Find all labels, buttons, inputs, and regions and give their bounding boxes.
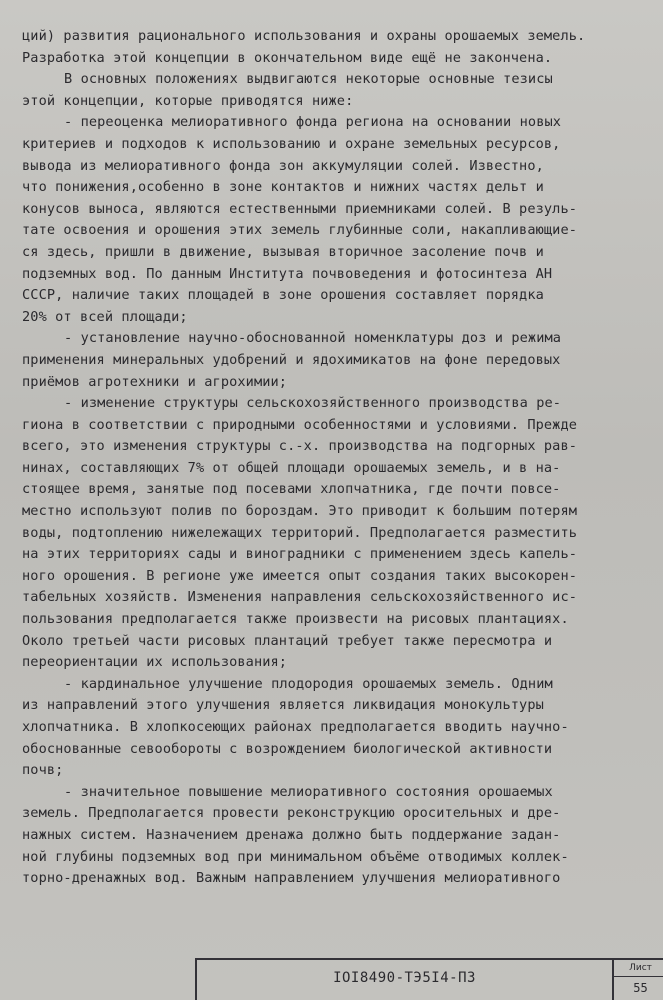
text-line: переориентации их использования; [22,654,288,671]
text-line: конусов выноса, являются естественными приемниками солей. В резуль- [22,200,578,217]
text-line: применения минеральных удобрений и ядохимикатов на фоне передовых [22,351,561,368]
text-line: табельных хозяйств. Изменения направления сельскохозяйственного ис- [22,589,578,606]
text-line: обоснованные севообороты с возрождением биологической активности [22,740,553,757]
text-line: что понижения,особенно в зоне контактов и нижних частях дельт и [22,179,544,196]
text-line: ся здесь, пришли в движение, вызывая вторичное засоление почв и [22,243,544,260]
text-line: местно используют полив по бороздам. Это приводит к большим потерям [22,503,578,520]
text-line: критериев и подходов к использованию и охране земельных ресурсов, [22,135,561,152]
text-line: - кардинальное улучшение плодородия орошаемых земель. Одним [64,675,553,692]
text-line: тате освоения и орошения этих земель глубинные соли, накапливающие- [22,222,578,239]
text-line: ций) развития рационального использования и охраны орошаемых земель. [22,28,586,44]
text-line: всего, это изменения структуры с.-х. производства на подгорных рав- [22,438,578,455]
text-line: нинах, составляющих 7% от общей площади орошаемых земель, и в на- [22,459,561,476]
sheet-label: Лист [614,960,663,977]
text-line: почв; [22,762,64,779]
text-line: воды, подтоплению нижележащих территорий. Предполагается разместить [22,524,578,541]
text-line: - значительное повышение мелиоративного состояния орошаемых [64,783,553,800]
text-line: - переоценка мелиоративного фонда региона на основании новых [64,114,562,131]
text-line: гиона в соответствии с природными особенностями и условиями. Прежде [22,416,578,433]
text-line: из направлений этого улучшения является ликвидация монокультуры [22,697,544,714]
text-line: - изменение структуры сельскохозяйственного производства ре- [64,395,562,412]
document-code: IOI8490-ТЭ5I4-ПЗ [333,970,476,986]
text-line: земель. Предполагается провести реконструкцию оросительных и дре- [22,805,561,822]
text-line: нажных систем. Назначением дренажа должно быть поддержание задан- [22,826,561,843]
text-line: Около третьей части рисовых плантаций требует также пересмотра и [22,632,553,649]
text-line: Разработка этой концепции в окончательном виде ещё не закончена. [22,49,553,66]
title-block-stamp [195,958,663,1000]
text-line: пользования предполагается также произвести на рисовых плантациях. [22,611,569,628]
text-line: подземных вод. По данным Института почвоведения и фотосинтеза АН [22,265,553,282]
text-line: 20% от всей площади; [22,308,188,325]
body-text [22,26,647,890]
text-line: СССР, наличие таких площадей в зоне орошения составляет порядка [22,287,544,304]
text-line: В основных положениях выдвигаются некоторые основные тезисы [64,71,553,88]
text-line: ной глубины подземных вод при минимальном объёме отводимых коллек- [22,848,569,865]
text-line: приёмов агротехники и агрохимии; [22,373,288,390]
text-line: на этих территориях сады и виноградники с применением здесь капель- [22,546,578,563]
sheet-cell [612,960,663,1000]
text-line: хлопчатника. В хлопкосеющих районах предполагается вводить научно- [22,719,569,735]
text-line: вывода из мелиоративного фонда зон аккумуляции солей. Известно, [22,157,544,174]
text-line: ного орошения. В регионе уже имеется опыт создания таких высокорен- [22,567,578,584]
text-line: торно-дренажных вод. Важным направлением улучшения мелиоративного [22,870,561,887]
sheet-number: 55 [633,981,648,995]
text-line: стоящее время, занятые под посевами хлопчатника, где почти повсе- [22,481,561,498]
text-line: - установление научно-обоснованной номенклатуры доз и режима [64,330,562,347]
text-line: этой концепции, которые приводятся ниже: [22,92,354,109]
